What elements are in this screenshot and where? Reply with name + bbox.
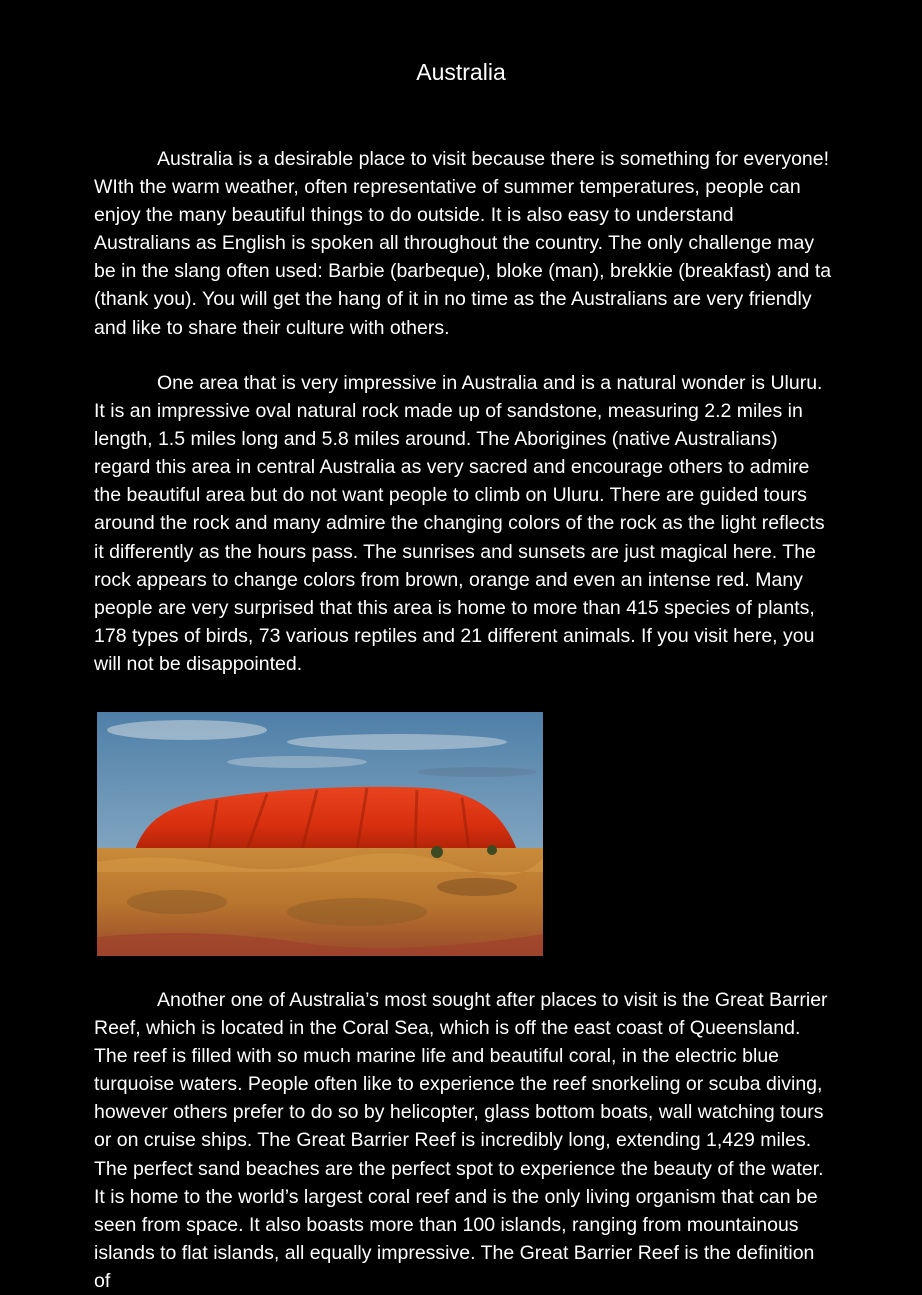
page-title: Australia	[416, 59, 506, 85]
paragraph-uluru: One area that is very impressive in Australia and is a natural wonder is Uluru. It is an impressive oval natural rock made up of sandstone, measuring 2.2 miles in length, 1.5 miles long and 5.8 miles around. The Aborigines (native Australians) regard this area in central Australia as very sacred and encourage others to admire the beautiful area but do not want people to climb on Uluru. There are guided tours around the rock and many admire the changing colors of the rock as the light reflects it differently as the hours pass. The sunrises and sunsets are just magical here. The rock appears to change colors from brown, orange and even an intense red. Many people are very surprised that this area is home to more than 415 species of plants, 178 types of birds, 73 various reptiles and 21 different animals. If you visit here, you will not be disappointed.	[94, 372, 825, 675]
paragraph-great-barrier-reef: Another one of Australia’s most sought after places to visit is the Great Barrier Reef, which is located in the Coral Sea, which is off the east coast of Queensland. The reef is filled with so much marine life and beautiful coral, in the electric blue turquoise waters. People often like to experience the reef snorkeling or scuba diving, however others prefer to do so by helicopter, glass bottom boats, wall watching tours or on cruise ships. The Great Barrier Reef is incredibly long, extending 1,429 miles. The perfect sand beaches are the perfect spot to experience the beauty of the water. It is home to the world’s largest coral reef and is the only living organism that can be seen from space. It also boasts more than 100 islands, ranging from mountainous islands to flat islands, all equally impressive. The Great Barrier Reef is the definition of	[94, 989, 828, 1292]
paragraph-intro: Australia is a desirable place to visit because there is something for everyone! WIth the warm weather, often representative of summer temperatures, people can enjoy the many beautiful things to do outside. It is also easy to understand Australians as English is spoken all throughout the country. The only challenge may be in the slang often used: Barbie (barbeque), bloke (man), brekkie (breakfast) and ta (thank you). You will get the hang of it in no time as the Australians are very friendly and like to share their culture with others.	[94, 148, 832, 339]
uluru-photo	[97, 712, 543, 956]
